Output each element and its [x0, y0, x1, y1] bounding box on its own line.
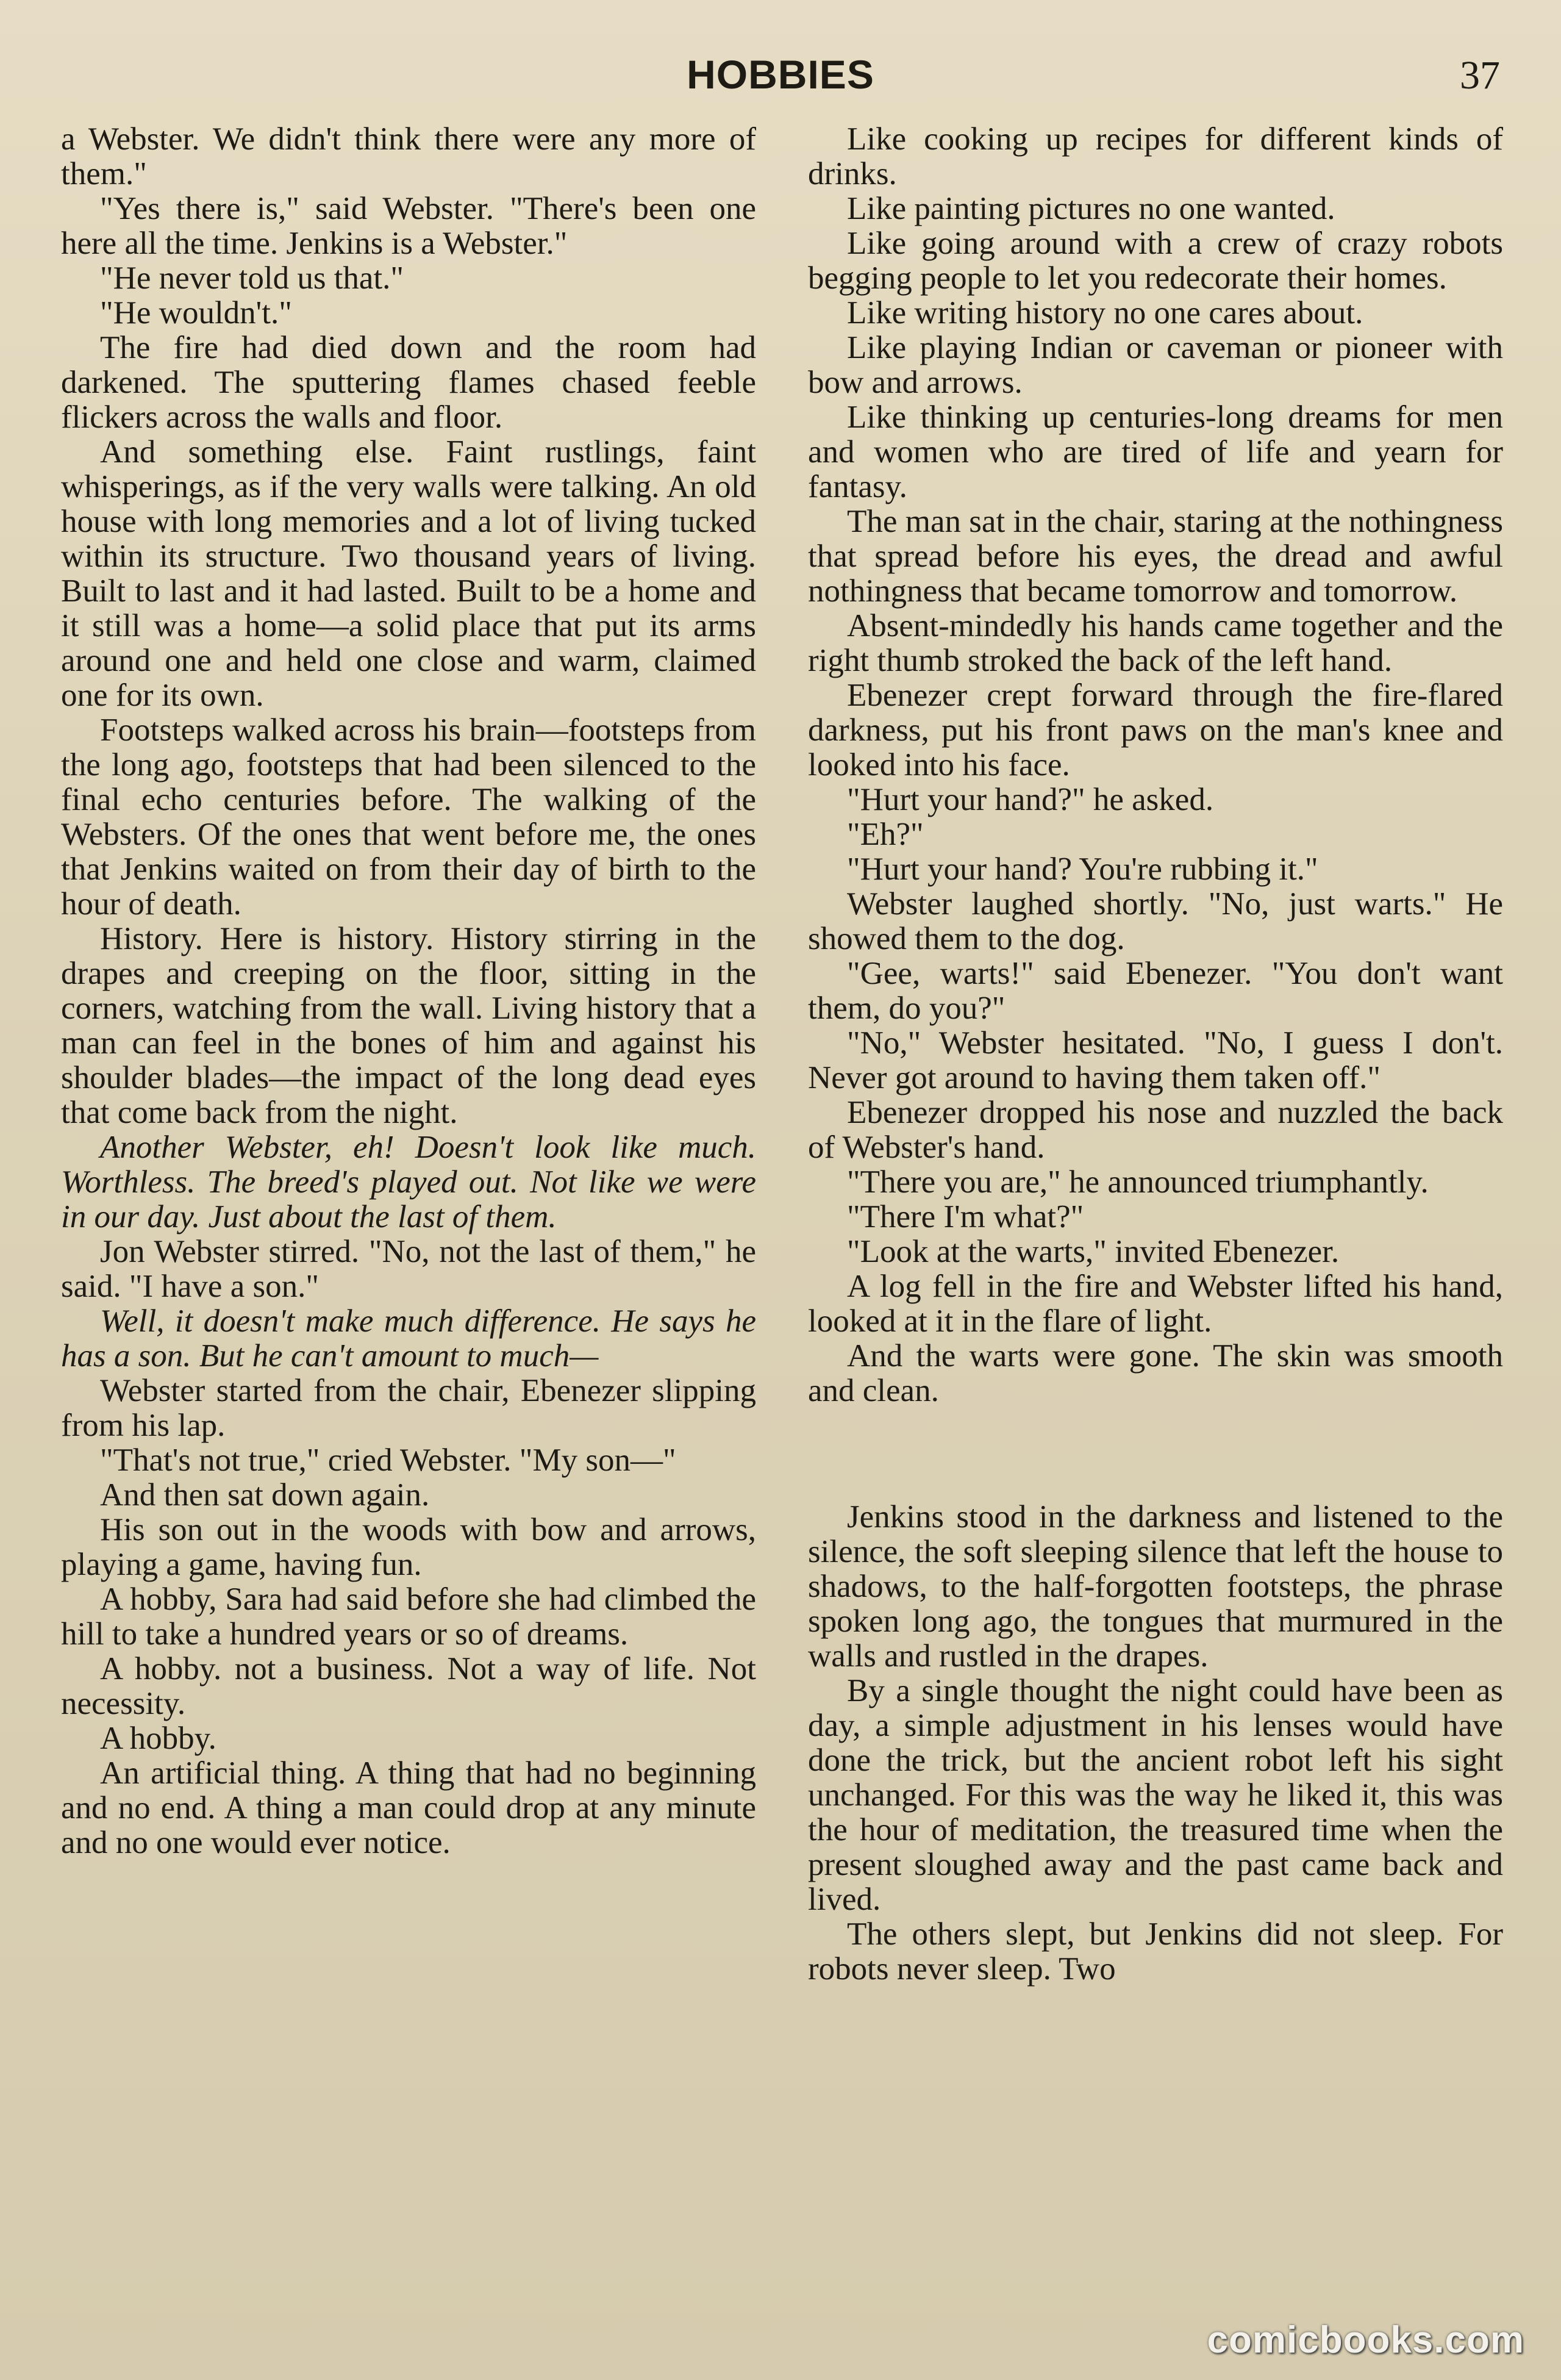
paragraph: A hobby.: [100, 1721, 216, 1756]
paragraph: "He wouldn't.": [100, 295, 292, 331]
paragraph: a Webster. We didn't think there were any more of them.": [61, 121, 756, 192]
paragraph: Like thinking up centuries-long dreams for men and women who are tired of life and yearn for fantasy.: [808, 400, 1503, 504]
paragraph: The others slept, but Jenkins did not sleep. For robots never sleep. Two: [808, 1916, 1503, 1987]
right-column-top-section: [808, 122, 1503, 1408]
page-header: [0, 51, 1561, 106]
left-column: [61, 122, 756, 1860]
paragraph: History. Here is history. History stirring in the drapes and creeping on the floor, sitting in the corners, watching from the wall. Living history that a man can feel in the bones of him and against his shoulder blades—the impact of the long dead eyes that come back from the night.: [61, 921, 756, 1130]
paragraph: "There I'm what?": [847, 1199, 1084, 1235]
right-column: [808, 122, 1503, 1987]
paragraph: Webster laughed shortly. "No, just warts." He showed them to the dog.: [808, 886, 1503, 956]
paragraph: "No," Webster hesitated. "No, I guess I don't. Never got around to having them taken off.": [808, 1025, 1503, 1095]
section-break: [808, 1408, 1503, 1500]
paragraph: The fire had died down and the room had darkened. The sputtering flames chased feeble flickers across the walls and floor.: [61, 330, 756, 435]
paragraph: Another Webster, eh! Doesn't look like much. Worthless. The breed's played out. Not like we were in our day. Just about the last of them.: [61, 1130, 756, 1235]
paragraph: Jon Webster stirred. "No, not the last of them," he said. "I have a son.": [61, 1234, 756, 1304]
paragraph: Absent-mindedly his hands came together and the right thumb stroked the back of the left hand.: [808, 608, 1503, 678]
paragraph: "There you are," he announced triumphantly.: [847, 1164, 1429, 1200]
paragraph: "He never told us that.": [100, 260, 404, 296]
paragraph: By a single thought the night could have been as day, a simple adjustment in his lenses would have done the trick, but the ancient robot left his sight unchanged. For this was the way he liked it, this was the hour of meditation, the treasured time when the present sloughed away and the past came back and lived.: [808, 1673, 1503, 1917]
paragraph: "Gee, warts!" said Ebenezer. "You don't want them, do you?": [808, 956, 1503, 1026]
paragraph: Ebenezer dropped his nose and nuzzled the back of Webster's hand.: [808, 1095, 1503, 1165]
paragraph: And the warts were gone. The skin was smooth and clean.: [808, 1338, 1503, 1408]
paragraph: Footsteps walked across his brain—footsteps from the long ago, footsteps that had been silenced to the final echo centuries before. The walking of the Websters. Of the ones that went before me, the ones that Jenkins waited on from their day of birth to the hour of death.: [61, 712, 756, 922]
paragraph: "Hurt your hand? You're rubbing it.": [847, 851, 1318, 887]
paragraph: His son out in the woods with bow and arrows, playing a game, having fun.: [61, 1512, 756, 1582]
paragraph: "Eh?": [847, 817, 924, 852]
paragraph: The man sat in the chair, staring at the nothingness that spread before his eyes, the dread and awful nothingness that became tomorrow and tomorrow.: [808, 504, 1503, 609]
page-number: 37: [1460, 53, 1500, 98]
running-title: HOBBIES: [687, 52, 874, 97]
paragraph: A log fell in the fire and Webster lifted his hand, looked at it in the flare of light.: [808, 1269, 1503, 1339]
paragraph: Like writing history no one cares about.: [847, 295, 1363, 331]
paragraph: "Hurt your hand?" he asked.: [847, 782, 1214, 817]
paragraph: And something else. Faint rustlings, faint whisperings, as if the very walls were talking. An old house with long memories and a lot of living tucked within its structure. Two thousand years of living. Built to last and it had lasted. Built to be a home and it still was a home—a solid place that put its arms around one and held one close and warm, claimed one for its own.: [61, 434, 756, 713]
paragraph: "Look at the warts," invited Ebenezer.: [847, 1234, 1340, 1269]
paragraph: And then sat down again.: [100, 1477, 430, 1513]
paragraph: Well, it doesn't make much difference. He says he has a son. But he can't amount to much—: [61, 1303, 756, 1374]
paragraph: Jenkins stood in the darkness and listened to the silence, the soft sleeping silence that left the house to shadows, to the half-forgotten footsteps, the phrase spoken long ago, the tongues that murmured in the walls and rustled in the drapes.: [808, 1499, 1503, 1674]
paragraph: Webster started from the chair, Ebenezer slipping from his lap.: [61, 1373, 756, 1443]
right-column-bottom-section: [808, 1500, 1503, 1987]
paragraph: Like cooking up recipes for different kinds of drinks.: [808, 121, 1503, 192]
paragraph: A hobby. not a business. Not a way of life. Not necessity.: [61, 1651, 756, 1721]
paragraph: "That's not true," cried Webster. "My son—": [100, 1443, 676, 1478]
paragraph: An artificial thing. A thing that had no beginning and no end. A thing a man could drop at any minute and no one would ever notice.: [61, 1755, 756, 1860]
paragraph: Like playing Indian or caveman or pioneer with bow and arrows.: [808, 330, 1503, 400]
paragraph: "Yes there is," said Webster. "There's been one here all the time. Jenkins is a Webster.": [61, 191, 756, 261]
paragraph: Ebenezer crept forward through the fire-flared darkness, put his front paws on the man's knee and looked into his face.: [808, 678, 1503, 783]
paragraph: A hobby, Sara had said before she had climbed the hill to take a hundred years or so of dreams.: [61, 1582, 756, 1652]
paragraph: Like painting pictures no one wanted.: [847, 191, 1335, 226]
paragraph: Like going around with a crew of crazy robots begging people to let you redecorate their homes.: [808, 226, 1503, 296]
source-watermark: comicbooks.com: [1207, 2319, 1524, 2361]
